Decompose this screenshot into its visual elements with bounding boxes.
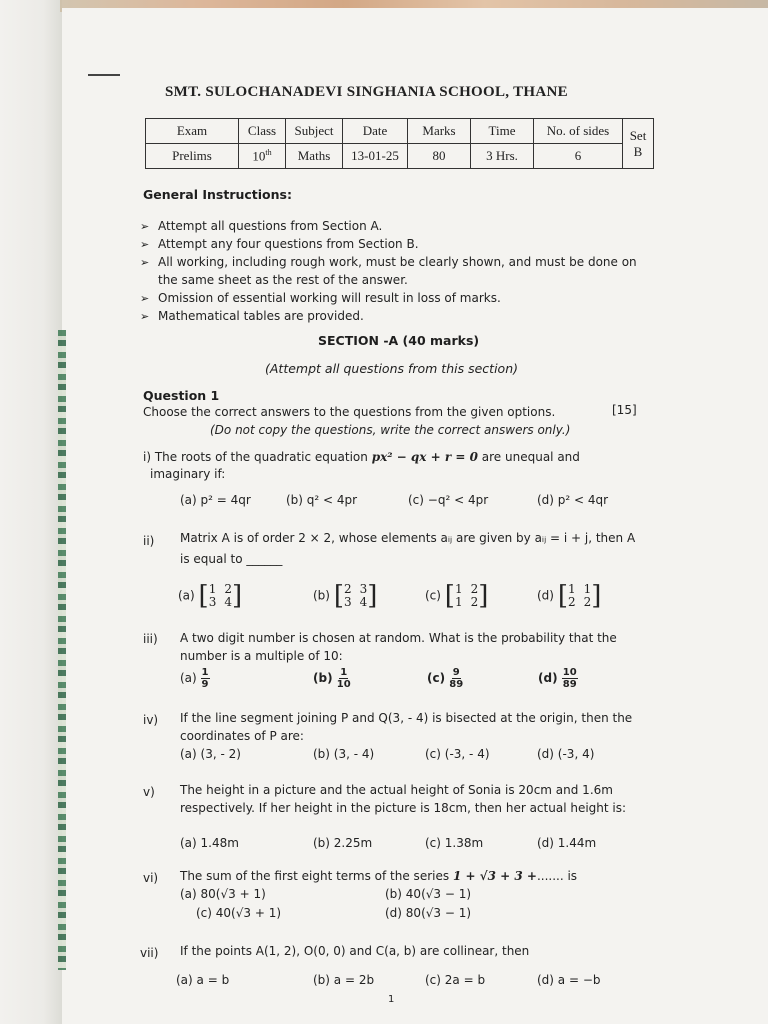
page-number: 1 — [388, 994, 395, 1005]
numerator: 9 — [452, 667, 460, 678]
arrow-bullet-icon: ➢ — [140, 292, 150, 305]
class-superscript: th — [265, 147, 272, 157]
option: (a) (3, - 2) — [180, 747, 241, 761]
table-header: Set — [629, 127, 647, 143]
matrix-entry: 4 — [359, 595, 368, 609]
denominator: 89 — [449, 679, 464, 690]
matrix: [ 2 3 3 4 ] — [333, 581, 378, 611]
part-number: vii) — [140, 946, 159, 960]
instruction-item — [140, 309, 364, 323]
matrix-entry: 2 — [224, 582, 232, 596]
matrix-entry: 2 — [343, 582, 352, 596]
instruction-item — [140, 291, 501, 305]
option: (b) 2.25m — [313, 836, 373, 850]
table-set-cell — [623, 119, 654, 169]
instruction-text: All working, including rough work, must be clearly shown, and must be done on — [158, 255, 637, 269]
part-text: respectively. If her height in the picture is 18cm, then her actual height is: — [180, 801, 627, 815]
option: (d) 80(√3 − 1) — [385, 906, 472, 920]
numerator: 10 — [562, 667, 577, 678]
option-label: (c) — [425, 588, 441, 603]
table-cell-class — [239, 144, 286, 169]
table-header: Exam — [146, 119, 239, 144]
table-cell: Maths — [286, 144, 343, 169]
option: (a) a = b — [176, 973, 230, 987]
option: (d) 1.44m — [537, 836, 597, 850]
option-label: (d) — [537, 588, 554, 603]
matrix: [ 1 2 1 2 ] — [444, 581, 489, 611]
instruction-text: the same sheet as the rest of the answer. — [158, 273, 408, 287]
option: (c) 40(√3 + 1) — [196, 906, 282, 920]
option: (c) 1.38m — [425, 836, 484, 850]
arrow-bullet-icon: ➢ — [140, 238, 150, 251]
matrix-entry: 1 — [208, 582, 217, 596]
table-header: No. of sides — [534, 119, 623, 144]
part-number: i) — [143, 450, 152, 464]
margin-dash — [88, 74, 120, 76]
table-header: Class — [239, 119, 286, 144]
matrix-entry: 4 — [224, 595, 232, 609]
part-number: iii) — [143, 632, 158, 646]
matrix-entry: 1 — [567, 582, 576, 596]
part-text: If the points A(1, 2), O(0, 0) and C(a, b) are collinear, then — [180, 944, 530, 958]
matrix-entry: 1 — [454, 582, 463, 596]
matrix-option — [313, 583, 377, 609]
fraction-option — [180, 667, 210, 690]
page-left-margin — [0, 0, 62, 1024]
matrix-entry: 2 — [567, 595, 576, 609]
exam-info-table — [145, 118, 654, 169]
option-label: (d) — [538, 671, 558, 685]
option: (c) 2a = b — [425, 973, 486, 987]
option-label: (b) — [313, 588, 330, 603]
fraction-option — [427, 667, 463, 690]
option: (d) a = −b — [537, 973, 601, 987]
table-header: Marks — [408, 119, 471, 144]
matrix-option — [537, 583, 601, 609]
option-label: (a) — [178, 588, 195, 603]
option-label: (b) — [313, 671, 333, 685]
question-note: (Do not copy the questions, write the correct answers only.) — [210, 423, 571, 437]
matrix: [ 1 2 3 4 ] — [198, 581, 243, 611]
table-set-value: B — [633, 143, 643, 159]
part-text: number is a multiple of 10: — [180, 649, 343, 663]
numerator: 1 — [201, 667, 209, 678]
part-text: A two digit number is chosen at random. What is the probability that the — [180, 631, 617, 645]
school-name: SMT. SULOCHANADEVI SINGHANIA SCHOOL, THANE — [165, 84, 568, 100]
table-cell: Prelims — [146, 144, 239, 169]
matrix-entry: 2 — [583, 595, 592, 609]
option: (a) p² = 4qr — [180, 493, 251, 507]
part-text: is equal to ______ — [180, 552, 283, 566]
part-text: The height in a picture and the actual height of Sonia is 20cm and 1.6m — [180, 783, 613, 797]
instruction-text: Attempt all questions from Section A. — [158, 219, 383, 233]
option: (d) (-3, 4) — [537, 747, 595, 761]
arrow-bullet-icon: ➢ — [140, 220, 150, 233]
question-instruction: Choose the correct answers to the questions from the given options. — [143, 405, 556, 419]
part-number: ii) — [143, 534, 155, 548]
table-cell: 3 Hrs. — [471, 144, 534, 169]
part-text: If the line segment joining P and Q(3, - 4) is bisected at the origin, then the — [180, 711, 633, 725]
option: (c) (-3, - 4) — [425, 747, 490, 761]
matrix-entry: 3 — [359, 582, 368, 596]
fraction — [337, 667, 351, 690]
instructions-title: General Instructions: — [143, 187, 292, 202]
fraction — [201, 667, 210, 690]
part-text: The roots of the quadratic equation — [154, 450, 368, 464]
option: (b) a = 2b — [313, 973, 375, 987]
table-cell: 13-01-25 — [343, 144, 408, 169]
matrix-entry: 2 — [470, 582, 479, 596]
table-header: Date — [343, 119, 408, 144]
fraction — [449, 667, 463, 690]
matrix-entry: 1 — [583, 582, 592, 596]
part-text: imaginary if: — [150, 467, 226, 481]
part-number: v) — [143, 785, 155, 799]
series-expression: 1 + √3 + 3 + — [452, 869, 537, 883]
instruction-item — [140, 219, 382, 233]
matrix-option — [178, 583, 242, 609]
matrix-entry: 3 — [343, 595, 352, 609]
question-title: Question 1 — [143, 388, 220, 403]
instruction-item — [140, 237, 419, 251]
part-number: iv) — [143, 713, 159, 727]
denominator: 89 — [562, 679, 577, 690]
part-text: Matrix A is of order 2 × 2, whose elements aᵢⱼ are given by aᵢⱼ = i + j, then A — [180, 531, 636, 545]
denominator: 9 — [201, 679, 209, 690]
fraction — [562, 667, 578, 690]
instruction-item — [140, 255, 637, 269]
table-header: Time — [471, 119, 534, 144]
part-text: The sum of the first eight terms of the series — [180, 869, 450, 883]
matrix-option — [425, 583, 488, 609]
table-cell: 80 — [408, 144, 471, 169]
arrow-bullet-icon: ➢ — [140, 256, 150, 269]
option: (a) 1.48m — [180, 836, 239, 850]
section-note: (Attempt all questions from this section) — [265, 361, 518, 376]
instruction-text: Omission of essential working will result in loss of marks. — [158, 291, 501, 305]
part-text: ....... is — [536, 869, 578, 883]
question-part-i — [143, 450, 580, 464]
matrix-entry: 1 — [454, 595, 463, 609]
option: (a) 80(√3 + 1) — [180, 887, 266, 901]
part-line — [180, 869, 577, 883]
matrix: [ 1 1 2 2 ] — [557, 581, 602, 611]
binding-strip — [58, 330, 66, 970]
matrix-entry: 3 — [208, 595, 217, 609]
part-text: are unequal and — [481, 450, 580, 464]
question-marks: [15] — [612, 403, 637, 417]
part-text: coordinates of P are: — [180, 729, 304, 743]
part-number: vi) — [143, 871, 159, 885]
table-header: Subject — [286, 119, 343, 144]
option: (b) 40(√3 − 1) — [385, 887, 472, 901]
fraction-option — [538, 667, 578, 690]
option-label: (a) — [180, 671, 197, 685]
option-label: (c) — [427, 671, 446, 685]
arrow-bullet-icon: ➢ — [140, 310, 150, 323]
section-title: SECTION -A (40 marks) — [318, 333, 480, 348]
instruction-text: Mathematical tables are provided. — [158, 309, 364, 323]
table-cell: 10 — [252, 148, 266, 164]
option: (b) q² < 4pr — [286, 493, 358, 507]
table-cell: 6 — [534, 144, 623, 169]
numerator: 1 — [340, 667, 348, 678]
fraction-option — [313, 667, 351, 690]
option: (d) p² < 4qr — [537, 493, 609, 507]
matrix-entry: 2 — [470, 595, 479, 609]
part-equation: px² − qx + r = 0 — [371, 450, 478, 464]
denominator: 10 — [336, 679, 351, 690]
instruction-text: Attempt any four questions from Section B. — [158, 237, 419, 251]
option: (b) (3, - 4) — [313, 747, 375, 761]
option: (c) −q² < 4pr — [408, 493, 489, 507]
